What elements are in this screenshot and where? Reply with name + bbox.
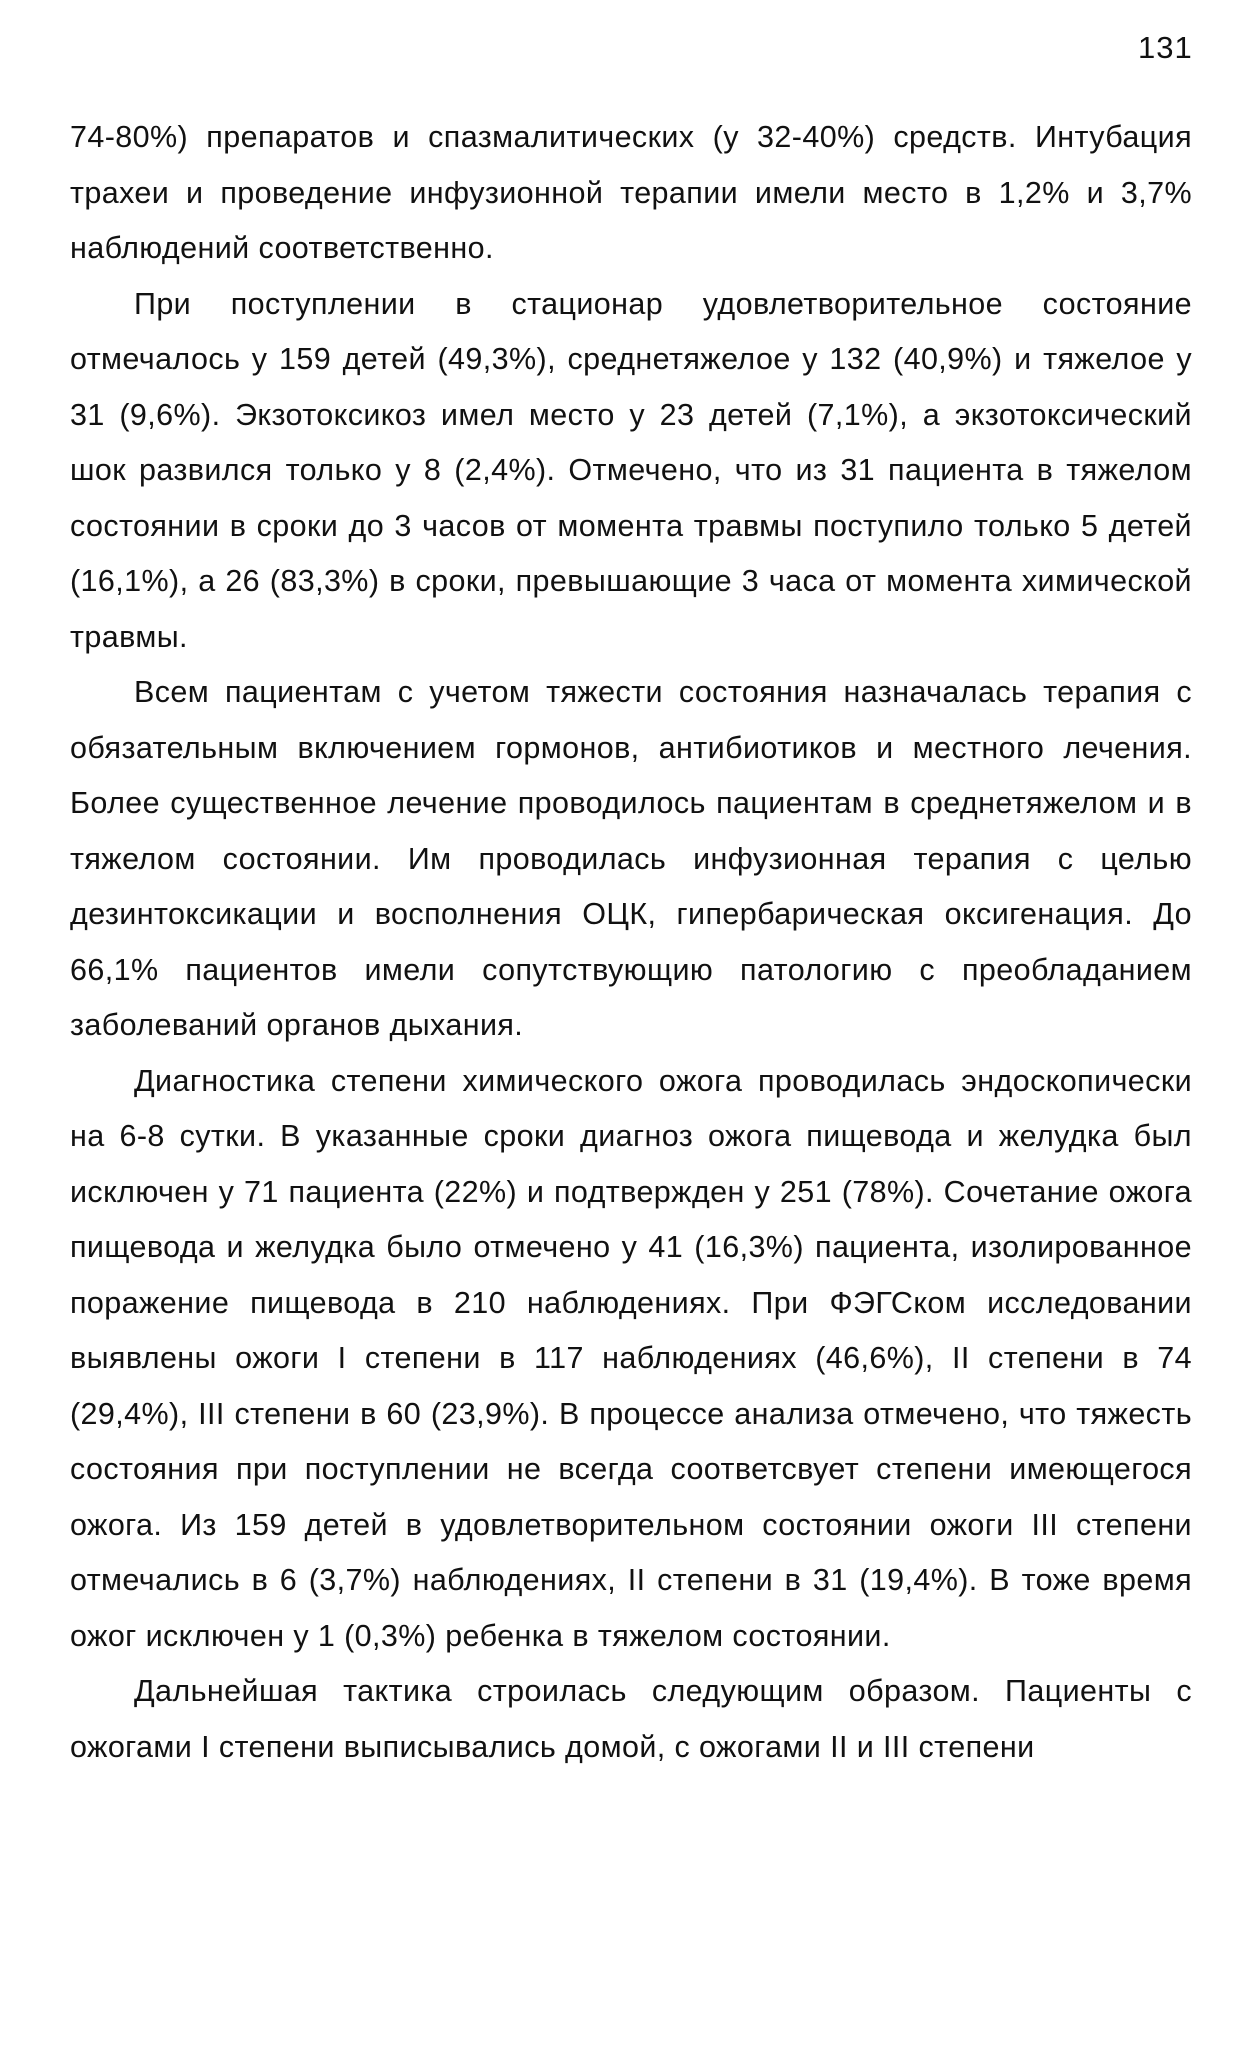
page-number: 131	[1138, 30, 1193, 65]
paragraph-2: При поступлении в стационар удовлетворительное состояние отмечалось у 159 детей (49,3%), среднетяжелое у 132 (40,9%) и тяжелое у 31 (9,6%). Экзотоксикоз имел место у 23 детей (7,1%), а экзотоксический шок развился только у 8 (2,4%). Отмечено, что из 31 пациента в тяжелом состоянии в сроки до 3 часов от момента травмы поступило только 5 детей (16,1%), а 26 (83,3%) в сроки, превышающие 3 часа от момента химической травмы.	[70, 286, 1192, 654]
body-text	[70, 110, 1192, 1775]
paragraph-5: Дальнейшая тактика строилась следующим образом. Пациенты с ожогами I степени выписывались домой, с ожогами II и III степени	[70, 1674, 1192, 1764]
paragraph-4: Диагностика степени химического ожога проводилась эндоскопически на 6-8 сутки. В указанные сроки диагноз ожога пищевода и желудка был исключен у 71 пациента (22%) и подтвержден у 251 (78%). Сочетание ожога пищевода и желудка было отмечено у 41 (16,3%) пациента, изолированное поражение пищевода в 210 наблюдениях. При ФЭГСком исследовании выявлены ожоги I степени в 117 наблюдениях (46,6%), II степени в 74 (29,4%), III степени в 60 (23,9%). В процессе анализа отмечено, что тяжесть состояния при поступлении не всегда соответсвует степени имеющегося ожога. Из 159 детей в удовлетворительном состоянии ожоги III степени отмечались в 6 (3,7%) наблюдениях, II степени в 31 (19,4%). В тоже время ожог исключен у 1 (0,3%) ребенка в тяжелом состоянии.	[70, 1063, 1192, 1653]
paragraph-3: Всем пациентам с учетом тяжести состояния назначалась терапия с обязательным включением гормонов, антибиотиков и местного лечения. Более существенное лечение проводилось пациентам в среднетяжелом и в тяжелом состоянии. Им проводилась инфузионная терапия с целью дезинтоксикации и восполнения ОЦК, гипербарическая оксигенация. До 66,1% пациентов имели сопутствующию патологию с преобладанием заболеваний органов дыхания.	[70, 675, 1192, 1042]
paragraph-1: 74-80%) препаратов и спазмалитических (у 32-40%) средств. Интубация трахеи и проведение инфузионной терапии имели место в 1,2% и 3,7% наблюдений соответственно.	[70, 120, 1192, 265]
